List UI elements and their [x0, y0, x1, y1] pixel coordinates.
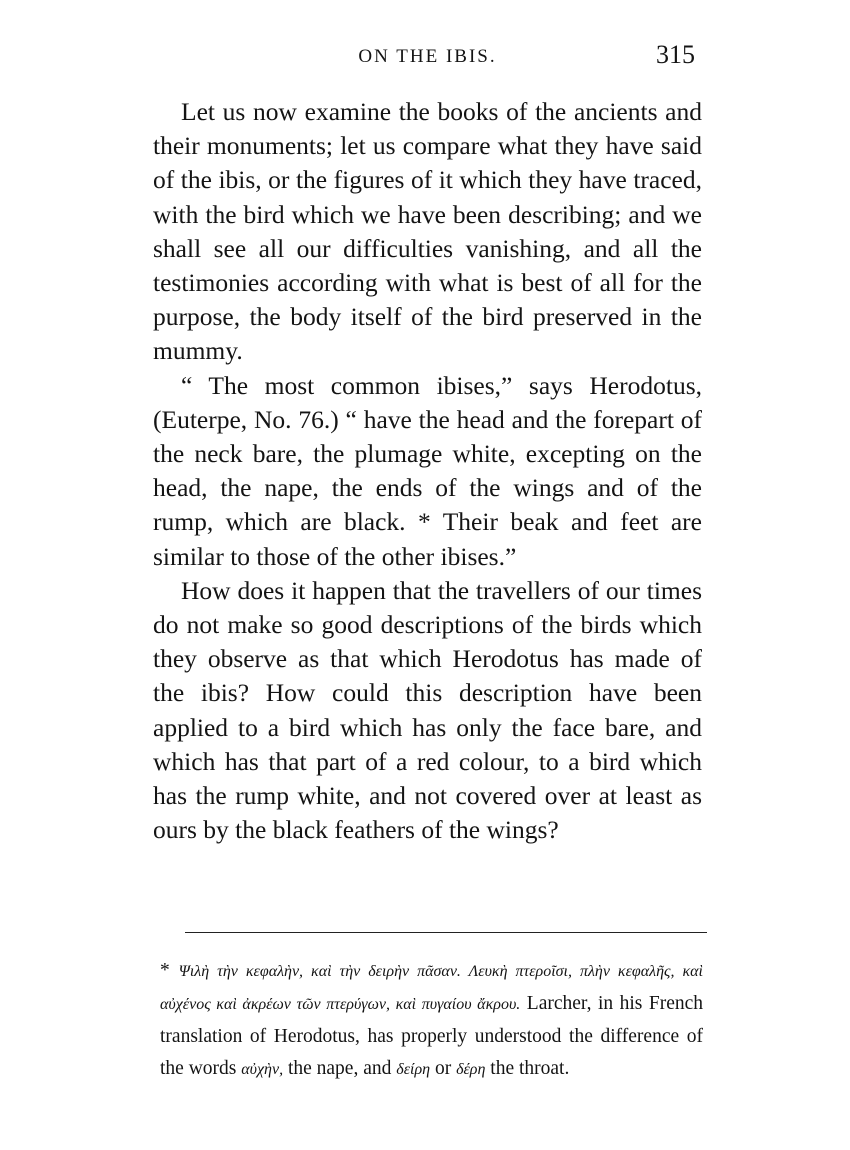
footnote-greek-word: αὐχὴν,: [241, 1061, 284, 1078]
footnote-marker: *: [160, 960, 170, 981]
footnote: [160, 955, 703, 1086]
paragraph: Let us now examine the books of the ancients and their monuments; let us compare what they have said of the ibis, or the figures of it which they have traced, with the bird which we have been describing; and we shall see all our difficulties vanishing, and all the testimonies according with what is best of all for the purpose, the body itself of the bird preserved in the mummy.: [153, 97, 702, 366]
paragraph: How does it happen that the travellers of our times do not make so good descriptions of the birds which they observe as that which Herodotus has made of the ibis? How could this description have been applied to a bird which has only the face bare, and which has that part of a red colour, to a bird which has the rump white, and not covered over at least as ours by the black feathers of the wings?: [153, 575, 702, 845]
running-title: ON THE IBIS.: [358, 46, 497, 67]
footnote-greek-quote: Ψιλὴ τὴν κεφαλὴν, καὶ τὴν δειρὴν πᾶσαν. Λευκὴ πτεροῖσι, πλὴν κεφαλῆς, καὶ αὐχένος καὶ ἀκρέων τῶν πτερύγων, καὶ πυγαίου ἄκρου.: [160, 963, 704, 1013]
footnote-text: or: [434, 1058, 452, 1079]
footnote-divider: [185, 932, 707, 933]
footnote-text: Larcher, in his French translation of Herodotus, has properly understood the difference of the words: [160, 993, 704, 1079]
footnote-greek-word: δέρη: [456, 1061, 486, 1078]
footnote-greek-word: δείρη: [396, 1061, 431, 1078]
paragraph: “ The most common ibises,” says Herodotus, (Euterpe, No. 76.) “ have the head and the forepart of the neck bare, the plumage white, excepting on the head, the nape, the ends of the wings and of the rump, which are black. * Their beak and feet are similar to those of the other ibises.”: [153, 370, 702, 571]
footnote-text: the throat.: [490, 1058, 570, 1079]
body-text: [153, 95, 702, 847]
running-head: [150, 40, 705, 70]
page-number: 315: [656, 40, 695, 69]
footnote-text: the nape, and: [287, 1058, 392, 1079]
